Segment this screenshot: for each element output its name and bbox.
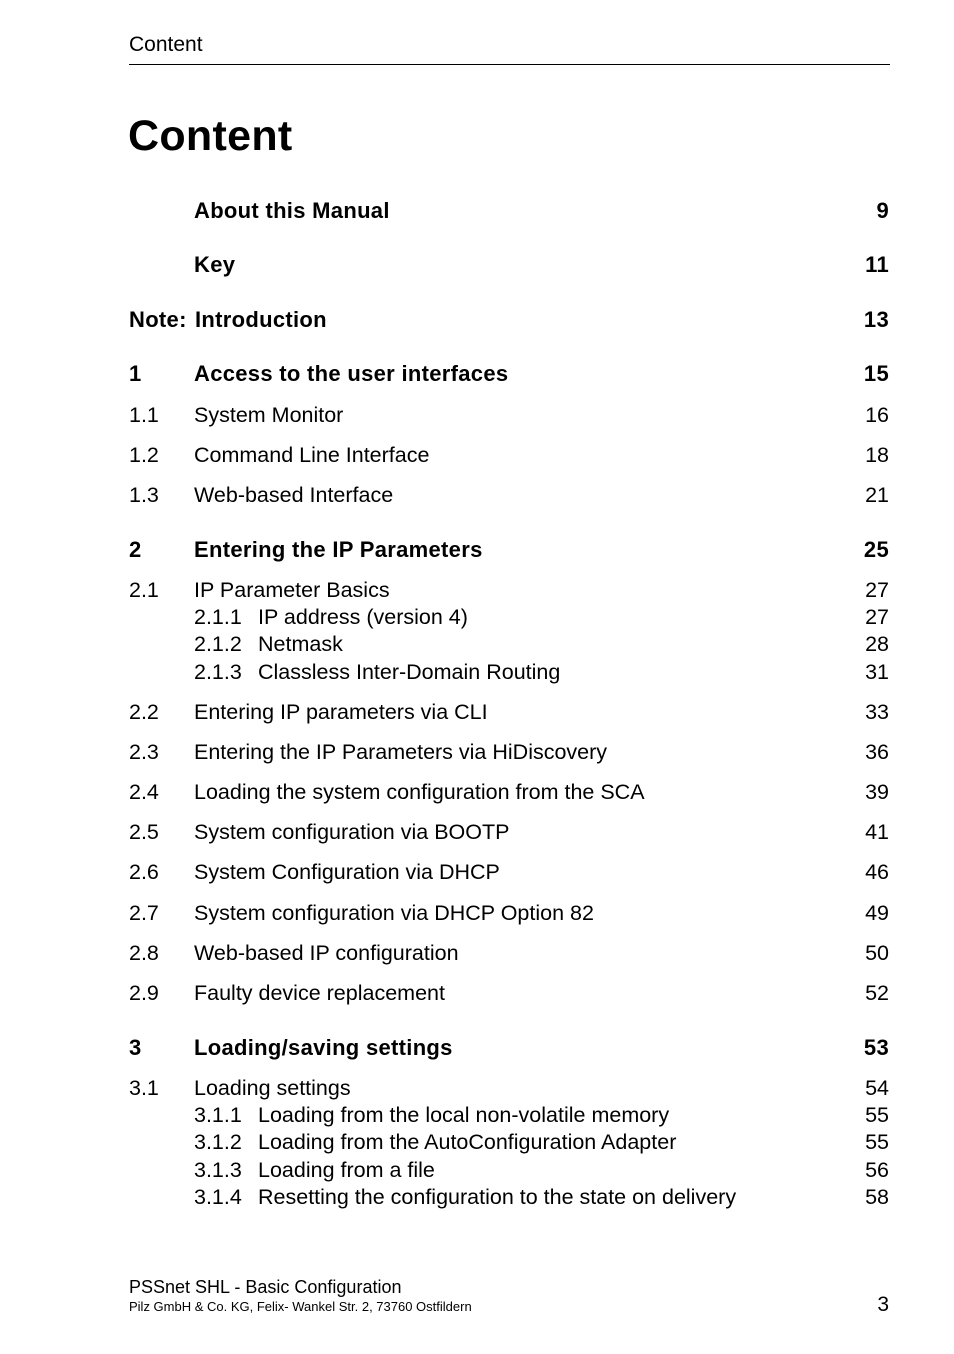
toc-subsection-number: 3.1.4 (194, 1185, 242, 1209)
toc-chapter-title: Access to the user interfaces (194, 361, 509, 386)
toc-subsection-title: Loading from the AutoConfiguration Adapter (258, 1130, 677, 1154)
toc-subsection-page: 56 (865, 1158, 889, 1182)
toc-subsection-number: 3.1.3 (194, 1158, 242, 1182)
toc-section-title: Loading settings (194, 1076, 351, 1100)
toc-section-page: 16 (865, 403, 889, 427)
toc-section-number: 2.9 (129, 981, 159, 1005)
toc-subsection-3-1-1[interactable] (129, 1101, 890, 1129)
toc-section-3-1[interactable] (129, 1074, 890, 1102)
toc-section-title: Web-based IP configuration (194, 941, 459, 965)
toc-entry-page: 11 (865, 252, 889, 277)
toc-subsection-page: 55 (865, 1103, 889, 1127)
toc-section-title: System Monitor (194, 403, 344, 427)
toc-section-page: 54 (865, 1076, 889, 1100)
toc-chapter-number: 1 (129, 361, 142, 386)
toc-entry-title: About this Manual (194, 198, 390, 223)
toc-section-title: Command Line Interface (194, 443, 430, 467)
toc-section-2-2[interactable] (129, 698, 890, 726)
toc-section-title: Loading the system configuration from the SCA (194, 780, 645, 804)
toc-section-number: 2.5 (129, 820, 159, 844)
toc-section-title: Entering the IP Parameters via HiDiscovery (194, 740, 608, 764)
toc-chapter-title: Entering the IP Parameters (194, 537, 483, 562)
toc-section-1-2[interactable] (129, 441, 890, 469)
footer-company-address: Pilz GmbH & Co. KG, Felix- Wankel Str. 2, 73760 Ostfildern (129, 1299, 472, 1314)
toc-subsection-number: 2.1.1 (194, 605, 242, 629)
toc-subsection-page: 28 (865, 632, 889, 656)
toc-subsection-title: Resetting the configuration to the state on delivery (258, 1185, 737, 1209)
toc-section-title: IP Parameter Basics (194, 578, 390, 602)
toc-section-title: Entering IP parameters via CLI (194, 700, 488, 724)
toc-entry-page: 13 (863, 307, 889, 332)
toc-chapter-2[interactable] (129, 536, 890, 564)
toc-section-2-8[interactable] (129, 939, 890, 967)
toc-section-title: System Configuration via DHCP (194, 860, 500, 884)
toc-subsection-page: 55 (865, 1130, 889, 1154)
toc-chapter-1[interactable] (129, 360, 890, 388)
toc-section-title: System configuration via BOOTP (194, 820, 510, 844)
toc-section-1-3[interactable] (129, 481, 890, 509)
toc-section-page: 39 (865, 780, 889, 804)
toc-subsection-number: 2.1.3 (194, 660, 242, 684)
toc-section-number: 1.2 (129, 443, 159, 467)
toc-section-number: 2.2 (129, 700, 159, 724)
toc-section-2-5[interactable] (129, 818, 890, 846)
toc-subsection-number: 2.1.2 (194, 632, 242, 656)
toc-subsection-2-1-2[interactable] (129, 630, 890, 658)
toc-section-number: 3.1 (129, 1076, 159, 1100)
toc-section-page: 52 (865, 981, 889, 1005)
toc-subsection-number: 3.1.1 (194, 1103, 242, 1127)
toc-section-number: 2.6 (129, 860, 159, 884)
toc-section-page: 21 (865, 483, 889, 507)
toc-subsection-title: IP address (version 4) (258, 605, 468, 629)
toc-section-number: 2.1 (129, 578, 159, 602)
toc-section-number: 1.3 (129, 483, 159, 507)
footer-page-number: 3 (877, 1293, 889, 1316)
toc-subsection-page: 31 (865, 660, 889, 684)
header-rule (129, 64, 890, 65)
toc-subsection-title: Netmask (258, 632, 343, 656)
toc-chapter-page: 25 (863, 537, 889, 562)
toc-section-number: 2.4 (129, 780, 159, 804)
toc-section-page: 36 (865, 740, 889, 764)
toc-section-2-1[interactable] (129, 576, 890, 604)
toc-section-page: 27 (865, 578, 889, 602)
footer-product: PSSnet SHL - Basic Configuration (129, 1277, 402, 1297)
toc-entry-page: 9 (876, 198, 889, 223)
toc-section-number: 2.8 (129, 941, 159, 965)
toc-chapter-number: 3 (129, 1035, 142, 1060)
toc-subsection-3-1-2[interactable] (129, 1128, 890, 1156)
toc-entry-title: Introduction (195, 307, 327, 332)
toc-entry-title: Key (194, 252, 236, 277)
toc-chapter-3[interactable] (129, 1034, 890, 1062)
toc-section-page: 18 (865, 443, 889, 467)
toc-chapter-title: Loading/saving settings (194, 1035, 453, 1060)
toc-subsection-number: 3.1.2 (194, 1130, 242, 1154)
toc-section-page: 50 (865, 941, 889, 965)
toc-subsection-3-1-4[interactable] (129, 1183, 890, 1211)
toc-section-number: 2.7 (129, 901, 159, 925)
toc-section-2-9[interactable] (129, 979, 890, 1007)
toc-entry-prefix: Note: (129, 307, 187, 332)
toc-section-page: 41 (865, 820, 889, 844)
toc-section-number: 2.3 (129, 740, 159, 764)
toc-section-page: 46 (865, 860, 889, 884)
toc-section-title: Faulty device replacement (194, 981, 445, 1005)
toc-section-2-4[interactable] (129, 778, 890, 806)
toc-subsection-title: Loading from the local non-volatile memory (258, 1103, 670, 1127)
toc-section-page: 49 (865, 901, 889, 925)
toc-section-title: System configuration via DHCP Option 82 (194, 901, 594, 925)
toc-section-1-1[interactable] (129, 401, 890, 429)
running-head: Content (129, 33, 203, 56)
toc-section-2-7[interactable] (129, 899, 890, 927)
toc-entry-key[interactable] (129, 251, 890, 279)
toc-section-number: 1.1 (129, 403, 159, 427)
toc-entry-about[interactable] (129, 197, 890, 225)
toc-chapter-page: 15 (863, 361, 889, 386)
toc-subsection-page: 27 (865, 605, 889, 629)
toc-subsection-title: Loading from a file (258, 1158, 435, 1182)
toc-entry-introduction[interactable] (129, 306, 890, 334)
toc-chapter-number: 2 (129, 537, 142, 562)
toc-section-title: Web-based Interface (194, 483, 394, 507)
toc-subsection-page: 58 (865, 1185, 889, 1209)
toc-subsection-title: Classless Inter-Domain Routing (258, 660, 561, 684)
toc-chapter-page: 53 (863, 1035, 889, 1060)
toc-subsection-2-1-3[interactable] (129, 658, 890, 686)
page-title: Content (128, 112, 293, 160)
toc-section-2-3[interactable] (129, 738, 890, 766)
toc-section-page: 33 (865, 700, 889, 724)
toc-subsection-2-1-1[interactable] (129, 603, 890, 631)
toc-section-2-6[interactable] (129, 858, 890, 886)
toc-subsection-3-1-3[interactable] (129, 1156, 890, 1184)
